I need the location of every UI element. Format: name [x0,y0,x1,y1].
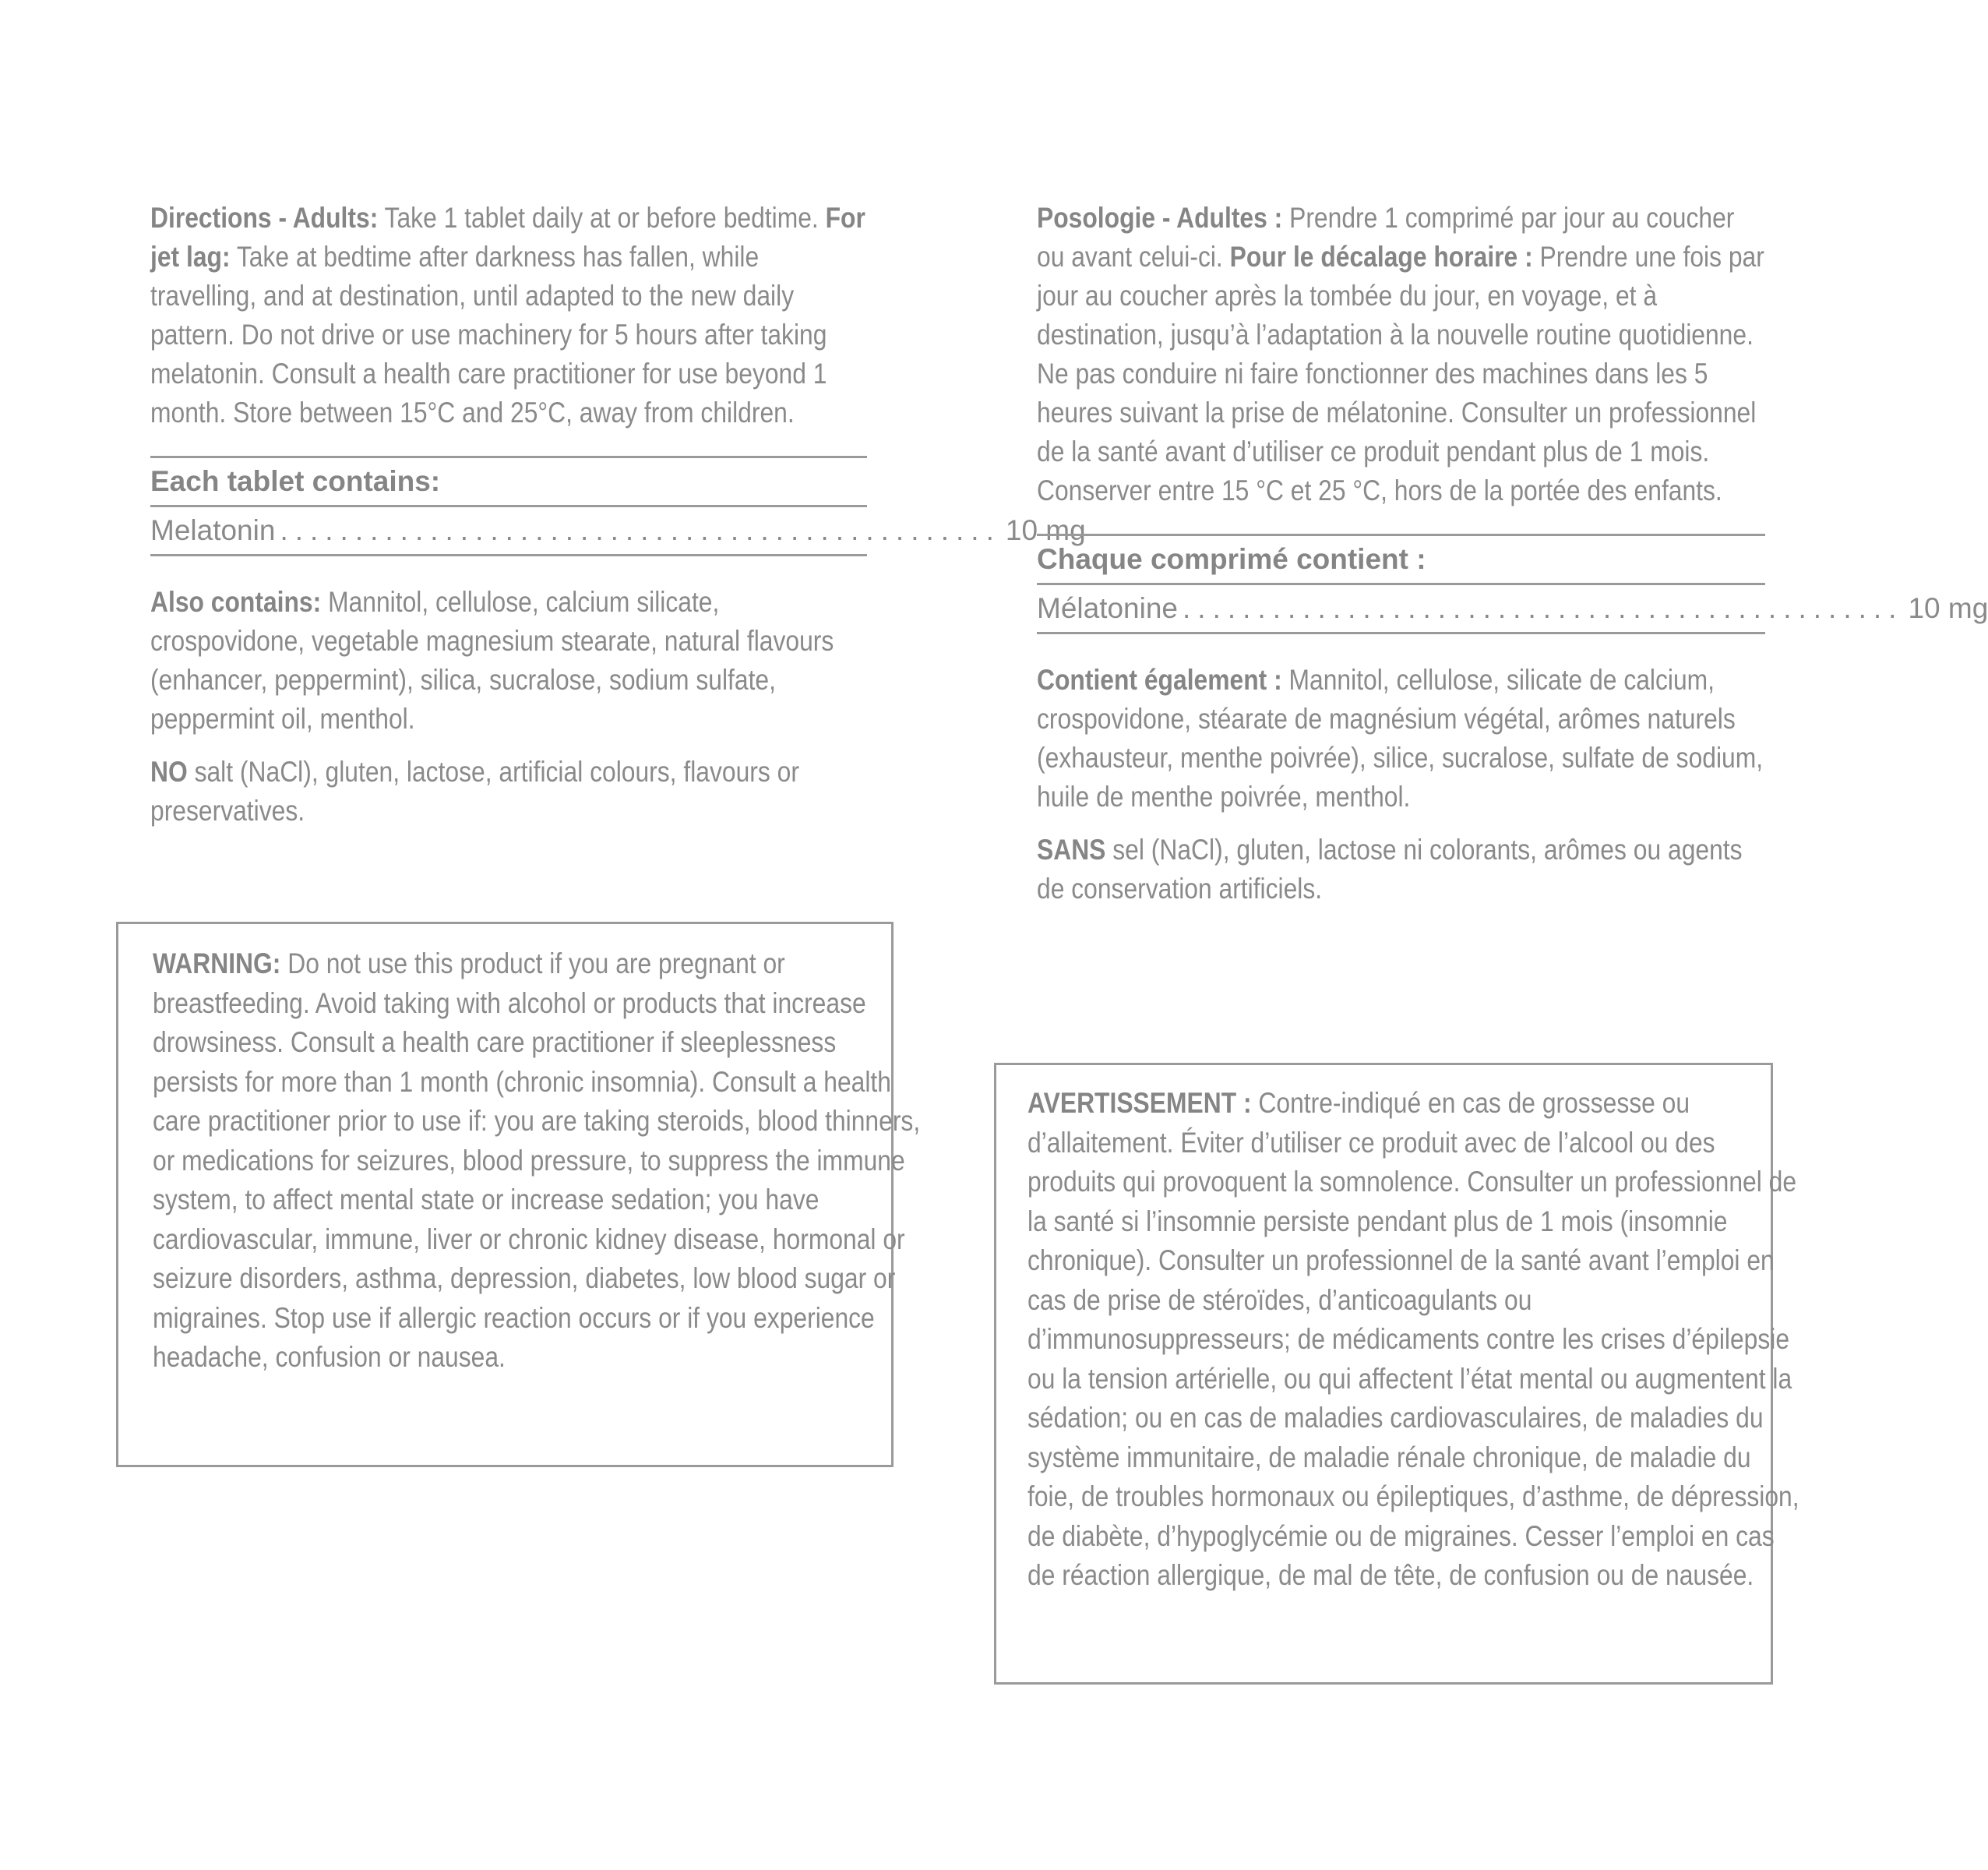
ingredient-name: Melatonin [150,514,276,546]
jetlag-text: Take at bedtime after darkness has fallen, while travelling, and at destination, until adapted to the new daily pattern. Do not drive or use machinery for 5 hours after taking melatonin. Consult a health care practitioner for use beyond 1 month. Store between 15°C and 25°C, away from children. [150,241,827,429]
ingredient-leader-dots: ................................................ [280,514,1001,546]
ingredient-leader-dots-fr: ................................................ [1183,592,1904,624]
contient-label: Contient également : [1037,664,1282,696]
no-contains-paragraph [150,753,867,831]
ingredient-name-fr: Mélatonine [1037,592,1179,624]
sans-paragraph [1037,831,1765,909]
french-column [1037,199,1988,909]
avertissement-text: Contre-indiqué en cas de grossesse ou d’allaitement. Éviter d’utiliser ce produit avec de l’alcool ou des produits qui provoquent la somnolence. Consulter un professionnel de la santé si l’insomnie persiste pendant plus de 1 mois (insomnie chronique). Consulter un professionnel de la santé avant l’emploi en cas de prise de stéroïdes, d’anticoagulants ou d’immunosuppresseurs; de médicaments contre les crises d’épilepsie ou la tension artérielle, ou qui affectent l’état mental ou augmentent la sédation; ou en cas de maladies cardiovasculaires, de maladies du système immunitaire, de maladie rénale chronique, de maladie du foie, de troubles hormonaux ou épileptiques, d’asthme, de dépression, de diabète, d’hypoglycémie ou de migraines. Cesser l’emploi en cas de réaction allergique, de mal de tête, de confusion ou de nausée. [1027,1087,1799,1591]
directions-paragraph [150,199,867,432]
ingredient-row-fr [1037,585,1988,632]
english-column [150,199,1086,831]
ingredient-amount: 10 mg [1005,514,1086,546]
decalage-label: Pour le décalage horaire : [1229,241,1533,273]
posologie-paragraph [1037,199,1765,510]
ingredients-table [150,456,1086,556]
warning-label: WARNING: [153,947,281,979]
directions-text: Take 1 tablet daily at or before bedtime. [378,202,826,234]
avertissement-box [994,1063,1799,1685]
warning-box [116,922,921,1467]
no-contains-text: salt (NaCl), gluten, lactose, artificial colours, flavours or preservatives. [150,756,799,827]
warning-paragraph [153,944,925,1378]
sans-label: SANS [1037,834,1106,866]
contient-text: Mannitol, cellulose, silicate de calcium, crospovidone, stéarate de magnésium végétal, arômes naturels (exhausteur, menthe poivrée), silice, sucralose, sulfate de sodium, huile de menthe poivrée, menthol. [1037,664,1764,813]
ingredient-amount-fr: 10 mg [1908,592,1988,624]
table-rule-bottom [150,554,867,556]
contient-paragraph [1037,661,1765,817]
avertissement-paragraph [1027,1084,1802,1596]
also-contains-paragraph [150,583,867,739]
sans-text: sel (NaCl), gluten, lactose ni colorants, arômes ou agents de conservation artificiels. [1037,834,1743,905]
decalage-text: Prendre une fois par jour au coucher après la tombée du jour, en voyage, et à destination, jusqu’à l’adaptation à la nouvelle routine quotidienne. Ne pas conduire ni faire fonctionner des machines dans les 5 heures suivant la prise de mélatonine. Consulter un professionnel de la santé avant d’utiliser ce produit pendant plus de 1 mois. Conserver entre 15 °C et 25 °C, hors de la portée des enfants. [1037,241,1764,506]
ingredients-heading: Each tablet contains: [150,465,441,497]
ingredients-table-fr [1037,534,1988,634]
posologie-text: Prendre 1 comprimé par jour au coucher ou avant celui-ci. [1037,202,1735,273]
ingredient-row [150,507,1086,554]
avertissement-label: AVERTISSEMENT : [1027,1087,1252,1119]
warning-text: Do not use this product if you are pregnant or breastfeeding. Avoid taking with alcohol or products that increase drowsiness. Consult a health care practitioner if sleeplessness persists for more than 1 month (chronic insomnia). Consult a health care practitioner prior to use if: you are taking steroids, blood thinners, or medications for seizures, blood pressure, to suppress the immune system, to affect mental state or increase sedation; you have cardiovascular, immune, liver or chronic kidney disease, hormonal or seizure disorders, asthma, depression, diabetes, low blood sugar or migraines. Stop use if allergic reaction occurs or if you experience headache, confusion or nausea. [153,947,921,1373]
no-contains-label: NO [150,756,188,788]
posologie-label: Posologie - Adultes : [1037,202,1283,234]
table-rule-bottom [1037,632,1765,634]
directions-label: Directions - Adults: [150,202,379,234]
jetlag-label: For jet lag: [150,202,865,273]
ingredients-heading-fr: Chaque comprimé contient : [1037,543,1426,575]
also-contains-text: Mannitol, cellulose, calcium silicate, crospovidone, vegetable magnesium stearate, natural flavours (enhancer, peppermint), silica, sucralose, sodium sulfate, peppermint oil, menthol. [150,586,834,735]
also-contains-label: Also contains: [150,586,322,618]
